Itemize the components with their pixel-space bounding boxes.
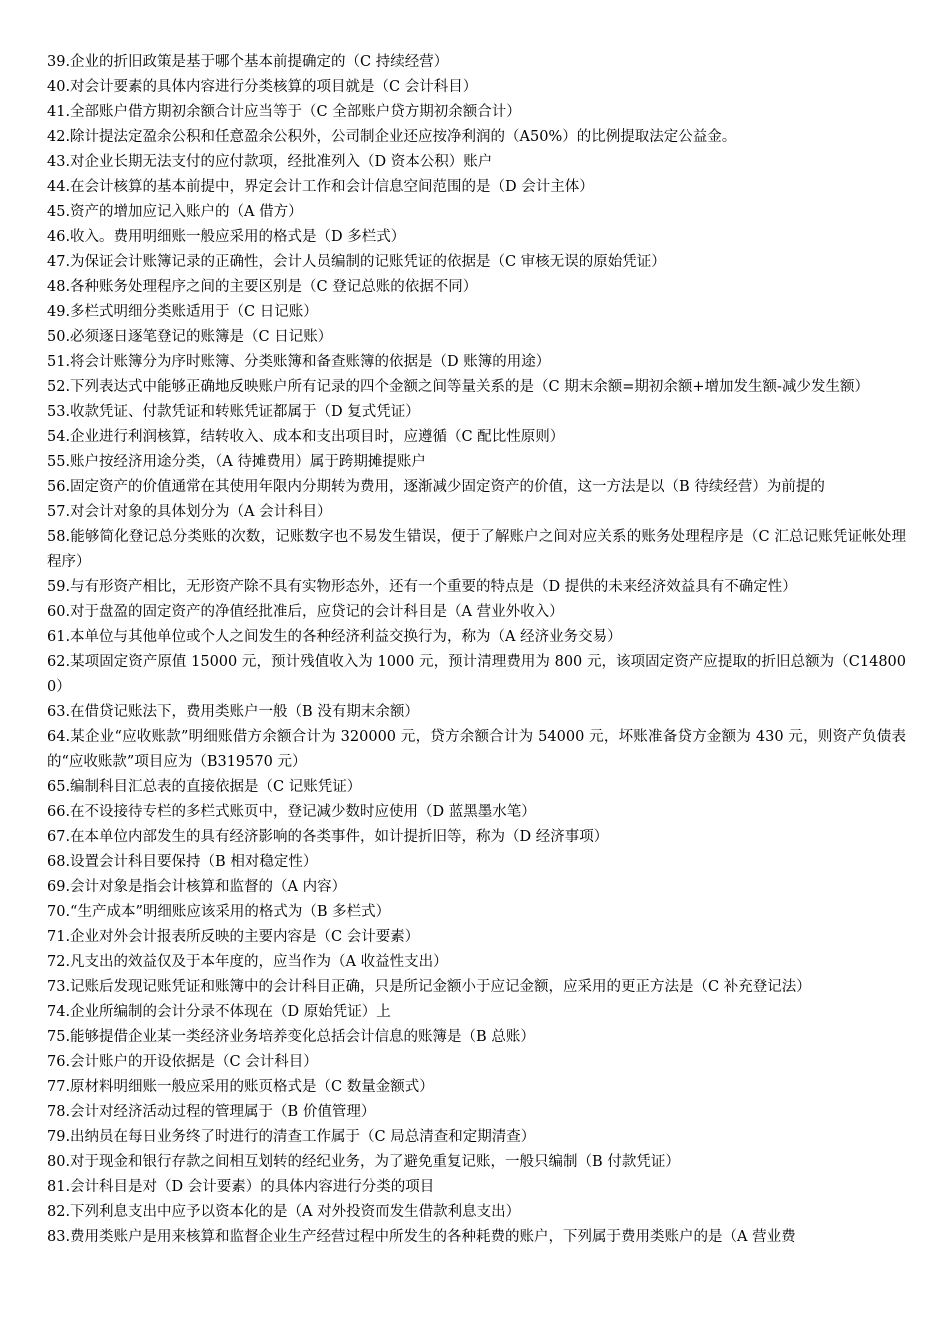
question-45: 45.资产的增加应记入账户的（A 借方）	[47, 204, 303, 220]
question-44: 44.在会计核算的基本前提中，界定会计工作和会计信息空间范围的是（D 会计主体）	[47, 179, 594, 195]
question-82: 82.下列利息支出中应予以资本化的是（A 对外投资而发生借款利息支出）	[47, 1204, 521, 1220]
question-40: 40.对会计要素的具体内容进行分类核算的项目就是（C 会计科目）	[47, 79, 478, 95]
question-80: 80.对于现金和银行存款之间相互划转的经纪业务，为了避免重复记账，一般只编制（B 付款凭证）	[47, 1154, 680, 1170]
question-43: 43.对企业长期无法支付的应付款项，经批准列入（D 资本公积）账户	[47, 154, 493, 170]
question-57: 57.对会计对象的具体划分为（A 会计科目）	[47, 504, 332, 520]
question-74: 74.企业所编制的会计分录不体现在（D 原始凭证）上	[47, 1004, 391, 1020]
question-39: 39.企业的折旧政策是基于哪个基本前提确定的（C 持续经营）	[47, 54, 449, 70]
question-67: 67.在本单位内部发生的具有经济影响的各类事件，如计提折旧等，称为（D 经济事项）	[47, 829, 609, 845]
question-65: 65.编制科目汇总表的直接依据是（C 记账凭证）	[47, 779, 362, 795]
question-47: 47.为保证会计账簿记录的正确性，会计人员编制的记账凭证的依据是（C 审核无误的原始凭证）	[47, 254, 666, 270]
question-52: 52.下列表达式中能够正确地反映账户所有记录的四个金额之间等量关系的是（C 期末余额=期初余额+增加发生额-减少发生额）	[47, 379, 869, 395]
question-53: 53.收款凭证、付款凭证和转账凭证都属于（D 复式凭证）	[47, 404, 420, 420]
question-63: 63.在借贷记账法下，费用类账户一般（B 没有期末余额）	[47, 704, 419, 720]
question-69: 69.会计对象是指会计核算和监督的（A 内容）	[47, 879, 347, 895]
question-58: 58.能够简化登记总分类账的次数，记账数字也不易发生错误，便于了解账户之间对应关系的账务处理程序是（C 汇总记账凭证帐处理程序）	[47, 529, 906, 570]
question-46: 46.收入。费用明细账一般应采用的格式是（D 多栏式）	[47, 229, 406, 245]
question-41: 41.全部账户借方期初余额合计应当等于（C 全部账户贷方期初余额合计）	[47, 104, 521, 120]
question-50: 50.必须逐日逐笔登记的账簿是（C 日记账）	[47, 329, 333, 345]
question-66: 66.在不设接待专栏的多栏式账页中，登记减少数时应使用（D 蓝黑墨水笔）	[47, 804, 536, 820]
question-60: 60.对于盘盈的固定资产的净值经批准后，应贷记的会计科目是（A 营业外收入）	[47, 604, 564, 620]
question-61: 61.本单位与其他单位或个人之间发生的各种经济利益交换行为，称为（A 经济业务交易）	[47, 629, 622, 645]
question-56: 56.固定资产的价值通常在其使用年限内分期转为费用，逐渐减少固定资产的价值，这一方法是以（B 待续经营）为前提的	[47, 479, 825, 495]
question-42: 42.除计提法定盈余公积和任意盈余公积外，公司制企业还应按净利润的（A50%）的比例提取法定公益金。	[47, 129, 737, 145]
question-70: 70.“生产成本”明细账应该采用的格式为（B 多栏式）	[47, 904, 391, 920]
question-73: 73.记账后发现记账凭证和账簿中的会计科目正确，只是所记金额小于应记金额，应采用的更正方法是（C 补充登记法）	[47, 979, 811, 995]
question-54: 54.企业进行利润核算，结转收入、成本和支出项目时，应遵循（C 配比性原则）	[47, 429, 565, 445]
question-83: 83.费用类账户是用来核算和监督企业生产经营过程中所发生的各种耗费的账户，下列属于费用类账户的是（A 营业费	[47, 1229, 796, 1245]
question-72: 72.凡支出的效益仅及于本年度的，应当作为（A 收益性支出）	[47, 954, 448, 970]
question-77: 77.原材料明细账一般应采用的账页格式是（C 数量金额式）	[47, 1079, 434, 1095]
question-75: 75.能够提借企业某一类经济业务培养变化总括会计信息的账簿是（B 总账）	[47, 1029, 535, 1045]
question-55: 55.账户按经济用途分类，（A 待摊费用）属于跨期摊提账户	[47, 454, 426, 470]
question-59: 59.与有形资产相比，无形资产除不具有实物形态外，还有一个重要的特点是（D 提供的未来经济效益具有不确定性）	[47, 579, 797, 595]
question-76: 76.会计账户的开设依据是（C 会计科目）	[47, 1054, 318, 1070]
question-49: 49.多栏式明细分类账适用于（C 日记账）	[47, 304, 318, 320]
question-81: 81.会计科目是对（D 会计要素）的具体内容进行分类的项目	[47, 1179, 435, 1195]
question-64: 64.某企业“应收账款”明细账借方余额合计为 320000 元，贷方余额合计为 54000 元，坏账准备贷方金额为 430 元，则资产负债表的“应收账款”项目应为（B319570 元）	[47, 729, 906, 770]
question-79: 79.出纳员在每日业务终了时进行的清查工作属于（C 局总清查和定期清查）	[47, 1129, 536, 1145]
question-48: 48.各种账务处理程序之间的主要区别是（C 登记总账的依据不同）	[47, 279, 478, 295]
question-68: 68.设置会计科目要保持（B 相对稳定性）	[47, 854, 318, 870]
question-51: 51.将会计账簿分为序时账簿、分类账簿和备查账簿的依据是（D 账簿的用途）	[47, 354, 551, 370]
question-62: 62.某项固定资产原值 15000 元，预计残值收入为 1000 元，预计清理费用为 800 元，该项固定资产应提取的折旧总额为（C148000）	[47, 654, 906, 695]
question-71: 71.企业对外会计报表所反映的主要内容是（C 会计要素）	[47, 929, 420, 945]
question-78: 78.会计对经济活动过程的管理属于（B 价值管理）	[47, 1104, 376, 1120]
